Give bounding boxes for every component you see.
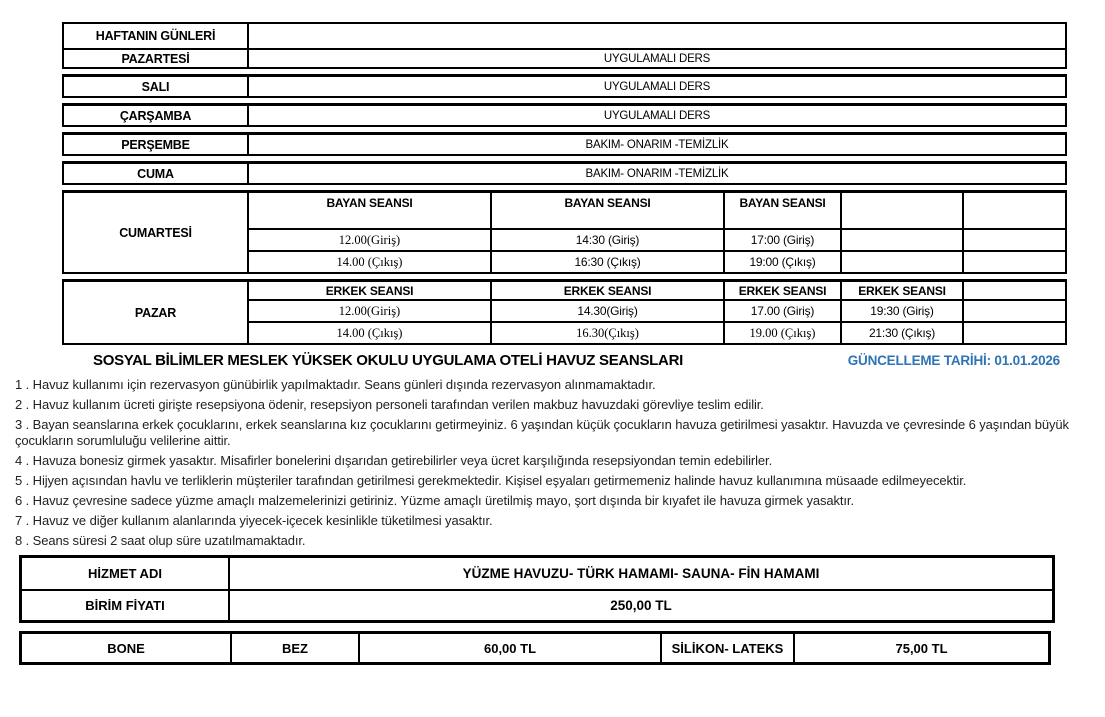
saturday-sessions-table [62, 190, 1067, 274]
rule-item-5: 5 . Hijyen açısından havlu ve terliklerin müşteriler tarafından getirilmesi gerekmektedir. Kişisel eşyaları getirmemeniz halinde havuz kullanımına müsaade edilmeyecektir. [15, 473, 967, 488]
session-start-cell [962, 230, 1065, 250]
friday-table [62, 161, 1067, 185]
activity-cell-monday: UYGULAMALI DERS [603, 52, 711, 65]
session-start-cell: 12.00(Giriş) [338, 303, 401, 318]
day-cell-wednesday: ÇARŞAMBA [64, 106, 249, 125]
weekly-schedule [62, 22, 1067, 345]
unit-price-label: BİRİM FİYATI [22, 591, 230, 620]
rule-item-8: 8 . Seans süresi 2 saat olup süre uzatılmamaktadır. [15, 533, 306, 548]
unit-price-value: 250,00 TL [610, 598, 672, 613]
day-cell-thursday: PERŞEMBE [64, 135, 249, 154]
session-end-cell: 21:30 (Çıkış) [840, 323, 962, 343]
service-price-table [19, 555, 1055, 623]
sunday-sessions-table [62, 279, 1067, 345]
wednesday-table [62, 103, 1067, 127]
tuesday-table [62, 74, 1067, 98]
service-name-value: YÜZME HAVUZU- TÜRK HAMAMI- SAUNA- FİN HAMAMI [462, 566, 820, 581]
rule-item-6: 6 . Havuz çevresine sadece yüzme amaçlı malzemelerinizi getiriniz. Yüzme amaçlı üretilmiş mayo, şort dışında bir kıyafet ile havuza girmek yasaktır. [15, 493, 854, 508]
activity-cell-wednesday: UYGULAMALI DERS [603, 109, 711, 122]
activity-cell-thursday: BAKIM- ONARIM -TEMİZLİK [585, 138, 729, 151]
session-start-cell: 17.00 (Giriş) [723, 301, 840, 321]
header-empty-cell [249, 24, 1065, 48]
thursday-table [62, 132, 1067, 156]
session-start-cell [962, 301, 1065, 321]
sunday-session-grid [249, 282, 1065, 343]
activity-cell-friday: BAKIM- ONARIM -TEMİZLİK [585, 167, 729, 180]
rule-item-7: 7 . Havuz ve diğer kullanım alanlarında yiyecek-içecek kesinlikle tüketilmesi yasaktır. [15, 513, 493, 528]
saturday-session-grid [249, 193, 1065, 272]
day-cell-friday: CUMA [64, 164, 249, 183]
session-header-cell: ERKEK SEANSI [325, 283, 414, 298]
session-header-cell: ERKEK SEANSI [490, 282, 723, 299]
session-end-cell: 16.30(Çıkış) [490, 323, 723, 343]
session-end-cell: 19:00 (Çıkış) [723, 252, 840, 272]
document-page [0, 22, 1105, 665]
week-days-header-cell: HAFTANIN GÜNLERİ [64, 24, 249, 48]
service-name-label: HİZMET ADI [22, 558, 230, 589]
session-end-cell: 14.00 (Çıkış) [336, 254, 403, 269]
session-start-cell: 14.30(Giriş) [490, 301, 723, 321]
session-header-cell: ERKEK SEANSI [723, 282, 840, 299]
rule-item-2: 2 . Havuz kullanım ücreti girişte resepsiyona ödenir, resepsiyon personeli tarafından verilen makbuz havuzdaki görevliye teslim edilir. [15, 397, 764, 412]
session-header-cell [840, 193, 962, 228]
session-start-cell: 19:30 (Giriş) [840, 301, 962, 321]
session-start-cell: 14:30 (Giriş) [490, 230, 723, 250]
session-header-cell: BAYAN SEANSI [723, 193, 840, 228]
bone-option-price: 60,00 TL [358, 634, 660, 662]
day-cell-tuesday: SALI [64, 77, 249, 96]
session-end-cell [962, 252, 1065, 272]
bone-option-price: 75,00 TL [793, 634, 1048, 662]
session-start-cell: 12.00(Giriş) [338, 232, 401, 247]
update-date: GÜNCELLEME TARİHİ: 01.01.2026 [847, 353, 1060, 368]
header-monday-table [62, 22, 1067, 69]
session-header-cell [962, 282, 1065, 299]
session-end-cell: 14.00 (Çıkış) [336, 325, 403, 340]
session-end-cell: 19.00 (Çıkış) [723, 323, 840, 343]
session-header-cell: BAYAN SEANSI [326, 196, 413, 210]
bone-option-name: BEZ [230, 634, 358, 662]
day-cell-sunday: PAZAR [64, 282, 249, 343]
session-header-cell: ERKEK SEANSI [840, 282, 962, 299]
bone-option-name: SİLİKON- LATEKS [660, 634, 793, 662]
bone-price-table [19, 631, 1051, 665]
rules-list [15, 377, 1087, 549]
day-cell-monday: PAZARTESİ [64, 50, 249, 67]
rule-item-4: 4 . Havuza bonesiz girmek yasaktır. Misafirler bonelerini dışarıdan getirebilirler veya ücret karşılığında resepsiyondan temin edebilirler. [15, 453, 773, 468]
session-end-cell: 16:30 (Çıkış) [490, 252, 723, 272]
title-bar [93, 352, 1060, 369]
bone-label: BONE [107, 640, 145, 656]
day-cell-saturday: CUMARTESİ [64, 193, 249, 272]
page-title: SOSYAL BİLİMLER MESLEK YÜKSEK OKULU UYGULAMA OTELİ HAVUZ SEANSLARI [93, 352, 683, 369]
session-end-cell [962, 323, 1065, 343]
session-start-cell: 17:00 (Giriş) [723, 230, 840, 250]
activity-cell-tuesday: UYGULAMALI DERS [603, 80, 711, 93]
session-start-cell [840, 230, 962, 250]
session-header-cell [962, 193, 1065, 228]
session-header-cell: BAYAN SEANSI [490, 193, 723, 228]
rule-item-1: 1 . Havuz kullanımı için rezervasyon günübirlik yapılmaktadır. Seans günleri dışında rezervasyon alınmamaktadır. [15, 377, 656, 392]
rule-item-3: 3 . Bayan seanslarına erkek çocuklarını, erkek seanslarına kız çocuklarını getirmeyiniz. 6 yaşından küçük çocukların havuza getirilmesi yasaktır. Havuzda ve çevresinde 6 yaşından büyük çocukların sorumluluğu velilerine aittir. [15, 417, 1069, 448]
session-end-cell [840, 252, 962, 272]
